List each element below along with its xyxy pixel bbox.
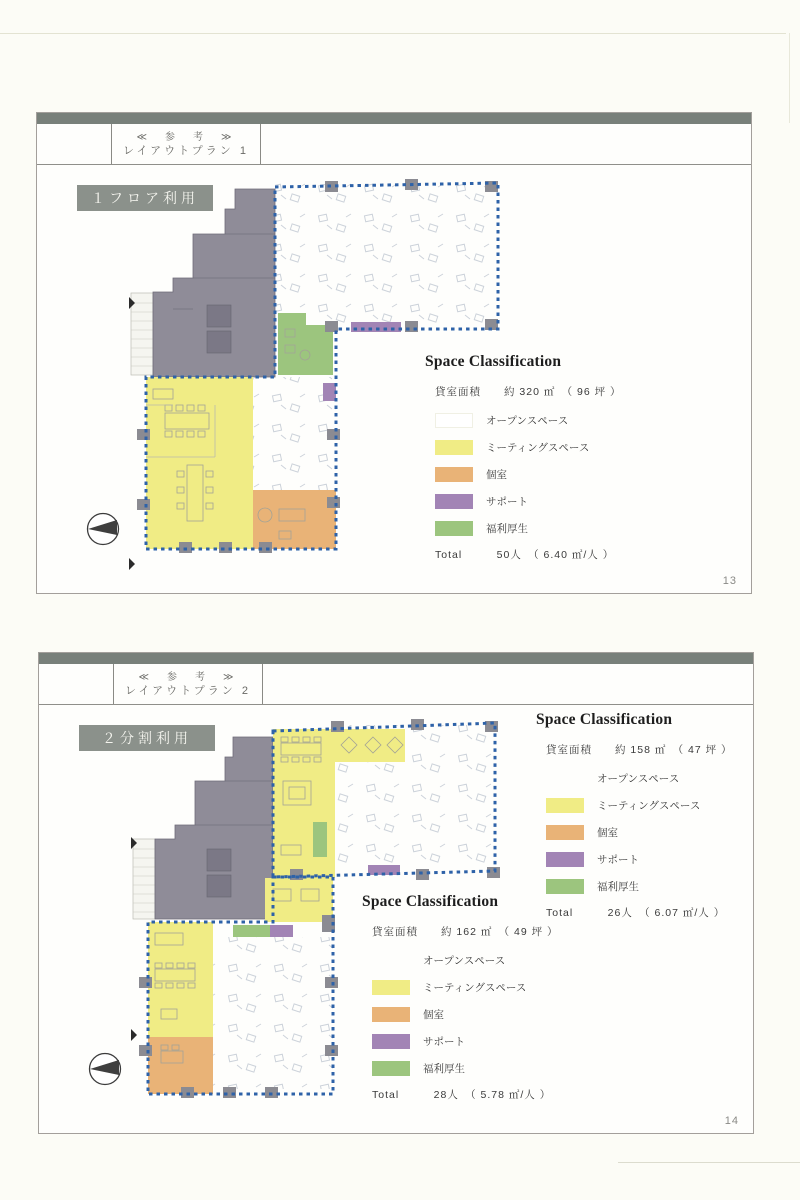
space-classification-legend [425, 353, 735, 562]
legend-label: サポート [423, 1036, 465, 1048]
legend-label: サポート [486, 496, 528, 508]
legend-title: Space Classification [536, 711, 673, 728]
legend-label: ミーティングスペース [423, 982, 527, 994]
legend-swatch-meeting [546, 798, 584, 813]
open-space-lower [213, 937, 333, 1089]
legend-label: 福利厚生 [423, 1063, 465, 1075]
zone-meeting-lower-col [148, 922, 213, 1037]
building-core [155, 737, 273, 919]
scan-edge-line-right [789, 33, 790, 123]
legend-label: 個室 [486, 469, 507, 481]
legend-swatch-private [435, 467, 473, 482]
legend-label: 個室 [597, 827, 618, 839]
legend-row-support [372, 1033, 622, 1050]
zone-private [253, 490, 336, 549]
legend-swatch-meeting [435, 440, 473, 455]
legend-row-private [435, 466, 735, 483]
legend-area-line: 貸室面積 約 158 ㎡ （ 47 坪 ） [546, 744, 733, 756]
page-number: 13 [722, 575, 737, 587]
legend-label: オープンスペース [486, 415, 569, 427]
legend-total-line: Total 26人 （ 6.07 ㎡/人 ） [546, 907, 726, 919]
zone-meeting-top-band [335, 729, 405, 762]
scan-edge-line-bottom [618, 1162, 800, 1163]
sheet-header-bar [39, 653, 753, 664]
building-core [153, 189, 275, 377]
usage-type-label: ２分割利用 [79, 725, 215, 751]
reference-title-block [111, 124, 261, 164]
layout-plan-name: レイアウトプラン 2 [125, 684, 251, 697]
legend-row-support [546, 851, 751, 868]
legend-total-line: Total 28人 （ 5.78 ㎡/人 ） [372, 1089, 552, 1101]
stairs [131, 293, 153, 375]
legend-row-meeting [546, 797, 751, 814]
sheet-page-14 [38, 652, 754, 1134]
sheet-page-13 [36, 112, 752, 594]
legend-label: 福利厚生 [597, 881, 639, 893]
legend-row-open-space [546, 770, 751, 787]
zone-meeting [146, 377, 253, 549]
legend-title: Space Classification [362, 893, 499, 910]
reference-title-block [113, 664, 263, 704]
legend-swatch-support [372, 1034, 410, 1049]
legend-row-open-space [372, 952, 622, 969]
legend-row-private [546, 824, 751, 841]
legend-swatch-private [372, 1007, 410, 1022]
reference-label: ≪ 参 考 ≫ [136, 131, 236, 143]
zone-welfare-upper [313, 822, 327, 857]
north-compass-icon [85, 511, 121, 547]
space-classification-legend-lower [362, 893, 622, 1102]
legend-swatch-meeting [372, 980, 410, 995]
legend-title: Space Classification [425, 353, 562, 370]
legend-row-welfare [372, 1060, 622, 1077]
legend-swatch-welfare [546, 879, 584, 894]
legend-swatch-welfare [372, 1061, 410, 1076]
legend-swatch-private [546, 825, 584, 840]
zone-welfare-lower [233, 925, 270, 937]
reference-label: ≪ 参 考 ≫ [138, 671, 238, 683]
zone-private-lower [148, 1037, 213, 1094]
north-compass-icon [87, 1051, 123, 1087]
legend-label: ミーティングスペース [597, 800, 701, 812]
legend-row-welfare [435, 520, 735, 537]
zone-support-small [323, 383, 336, 401]
legend-label: 個室 [423, 1009, 444, 1021]
legend-total-line: Total 50人 （ 6.40 ㎡/人 ） [435, 549, 615, 561]
legend-row-open-space [435, 412, 735, 429]
scan-edge-line-top [0, 33, 786, 34]
page-number: 14 [724, 1115, 739, 1127]
zone-support-lower [270, 925, 293, 937]
edge-mark-lower [129, 558, 135, 570]
legend-area-line: 貸室面積 約 320 ㎡ （ 96 坪 ） [435, 386, 622, 398]
layout-plan-name: レイアウトプラン 1 [123, 144, 249, 157]
legend-label: オープンスペース [423, 955, 506, 967]
stairs [133, 839, 155, 919]
header-divider [39, 704, 753, 705]
header-divider [37, 164, 751, 165]
legend-row-meeting [435, 439, 735, 456]
usage-type-label: １フロア利用 [77, 185, 213, 211]
edge-mark-lower [131, 1029, 137, 1041]
legend-area-line: 貸室面積 約 162 ㎡ （ 49 坪 ） [372, 926, 559, 938]
legend-row-private [372, 1006, 622, 1023]
legend-swatch-support [546, 852, 584, 867]
legend-label: 福利厚生 [486, 523, 528, 535]
open-space-upper [275, 183, 498, 329]
legend-swatch-open-space [435, 413, 473, 428]
sheet-header-bar [37, 113, 751, 124]
legend-label: サポート [597, 854, 639, 866]
legend-swatch-welfare [435, 521, 473, 536]
legend-label: ミーティングスペース [486, 442, 590, 454]
space-classification-legend-upper [536, 711, 751, 920]
legend-swatch-support [435, 494, 473, 509]
legend-label: オープンスペース [597, 773, 680, 785]
legend-row-support [435, 493, 735, 510]
legend-row-meeting [372, 979, 622, 996]
